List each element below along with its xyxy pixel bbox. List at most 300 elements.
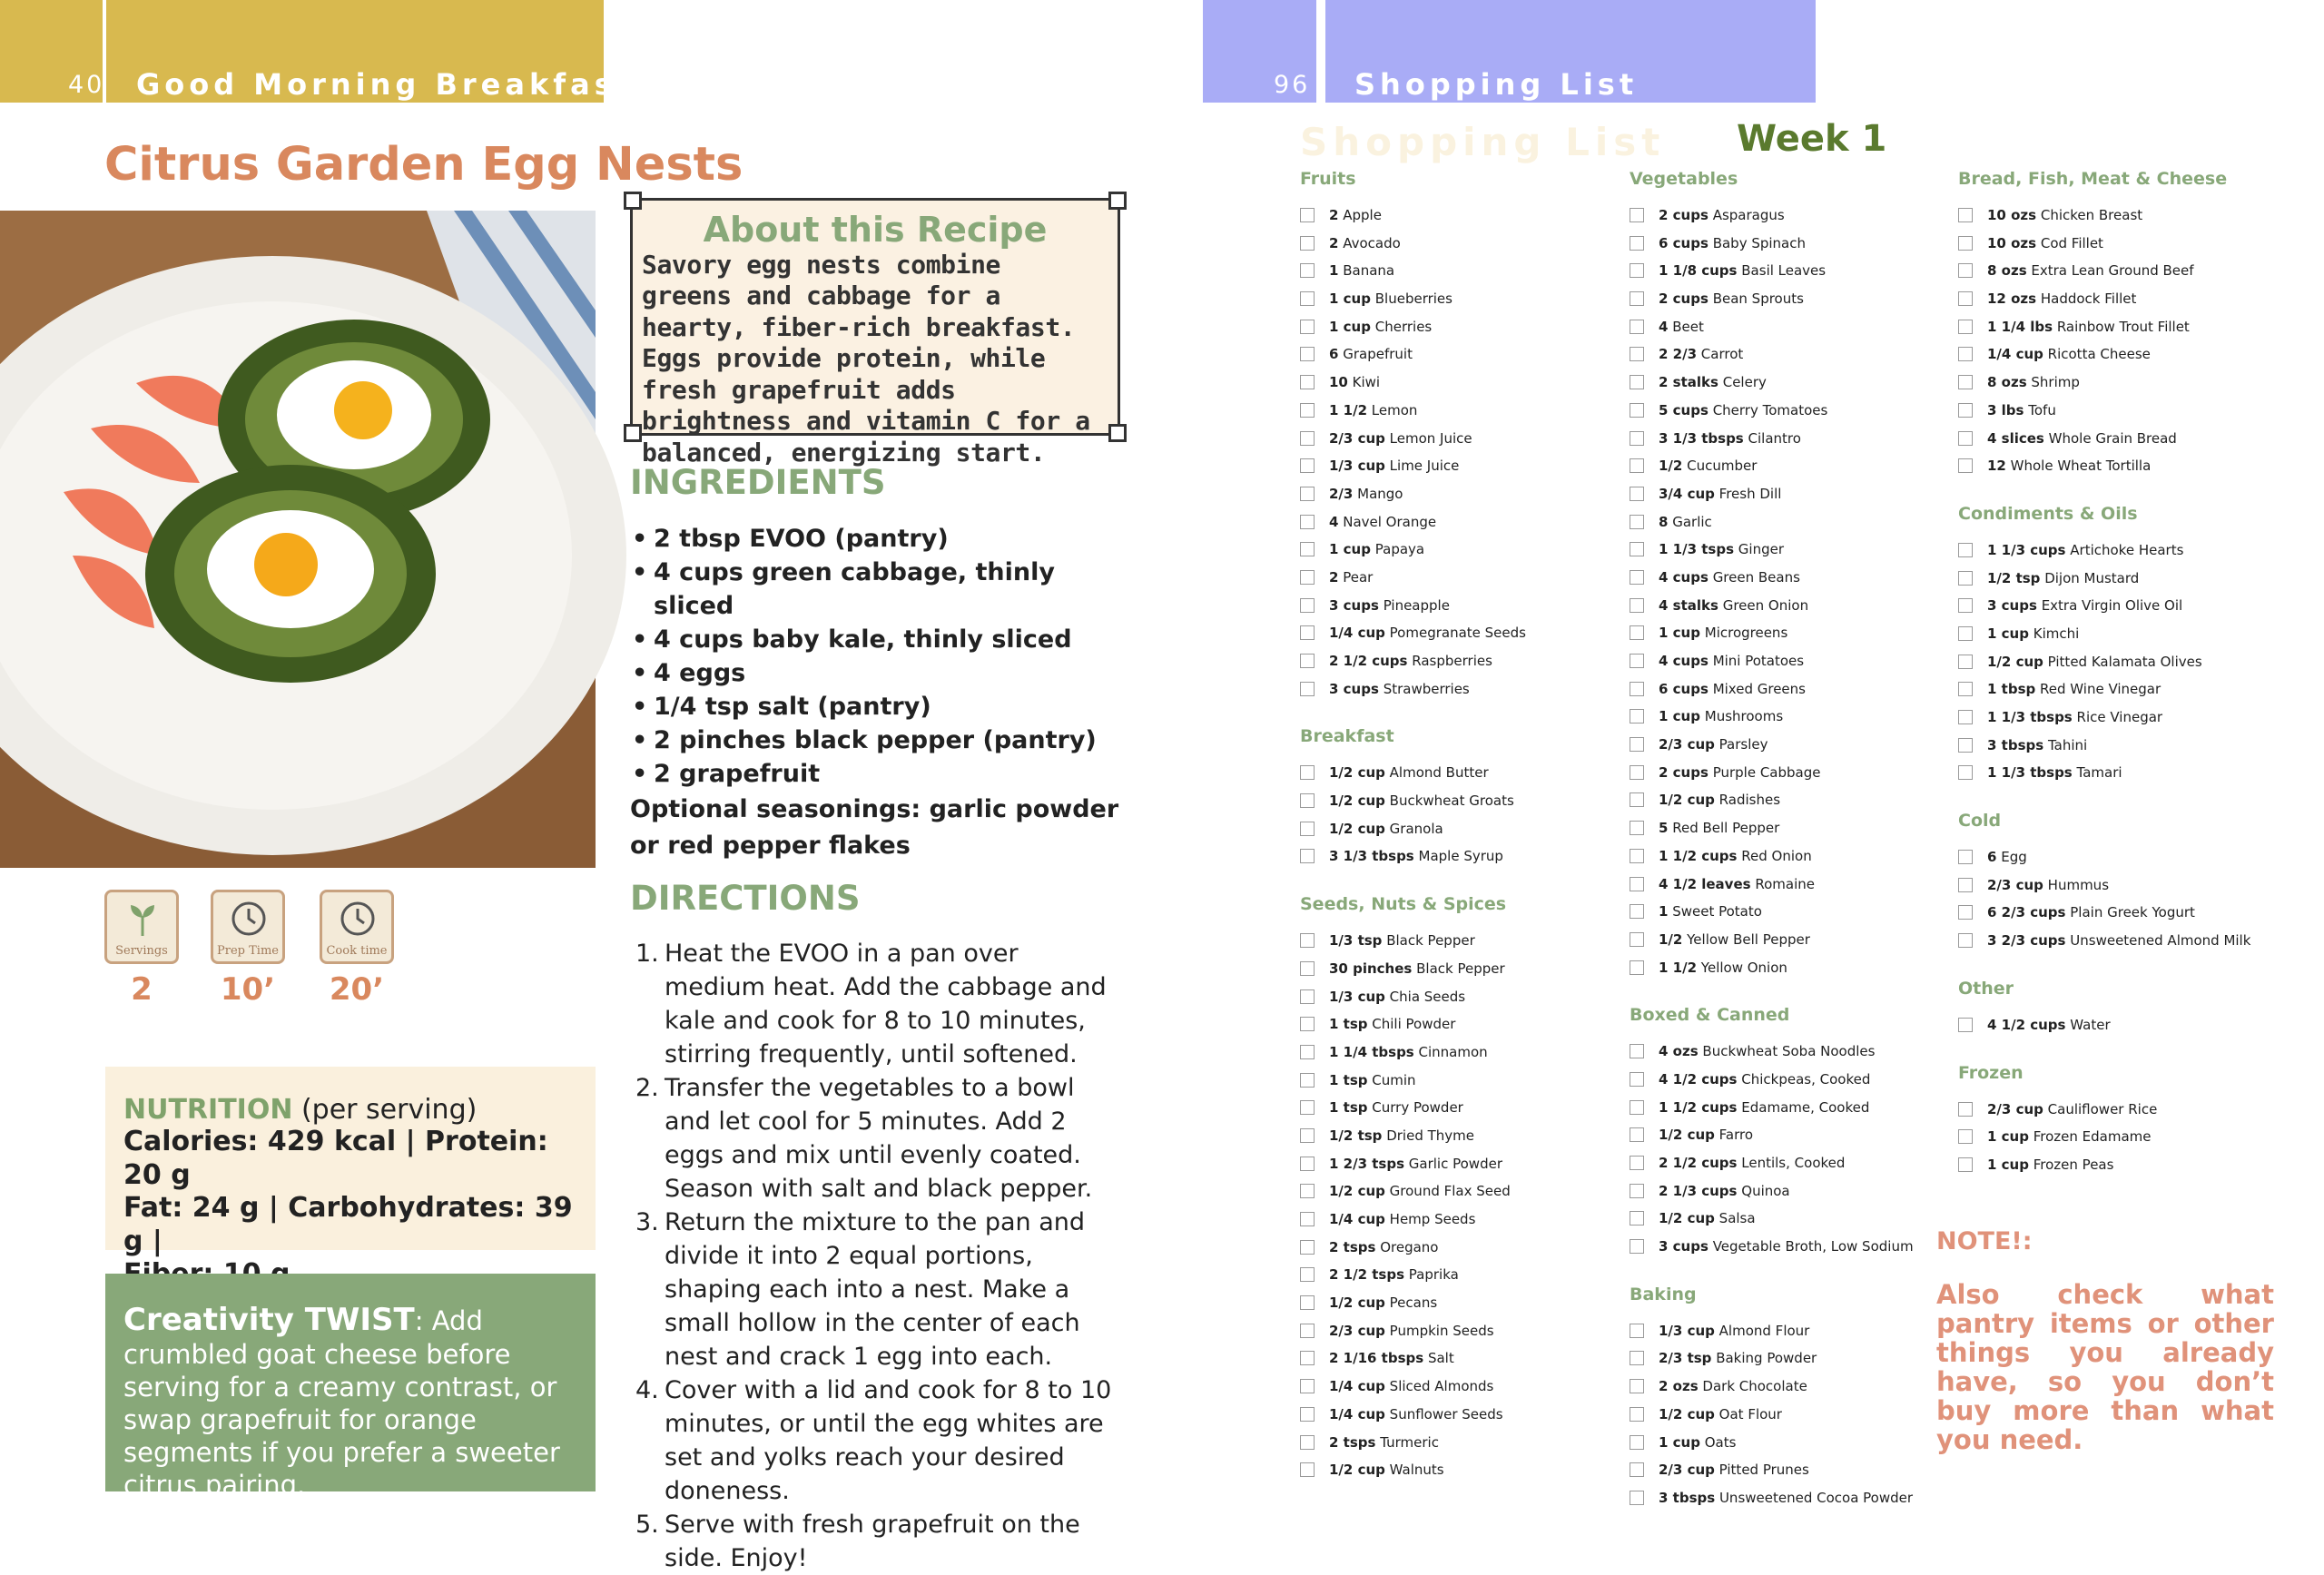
item-checkbox[interactable]	[1300, 1184, 1315, 1198]
item-checkbox[interactable]	[1300, 570, 1315, 585]
item-checkbox[interactable]	[1300, 1212, 1315, 1226]
item-checkbox[interactable]	[1300, 1267, 1315, 1282]
item-quantity: 2/3 cup	[1329, 1322, 1385, 1339]
shopping-item	[1300, 458, 1618, 486]
directions-heading: DIRECTIONS	[630, 879, 861, 918]
item-checkbox[interactable]	[1630, 625, 1644, 640]
item-checkbox[interactable]	[1630, 654, 1644, 668]
item-quantity: 1/2 cup	[1987, 653, 2043, 670]
item-checkbox[interactable]	[1958, 208, 1973, 222]
item-quantity: 1/4 cup	[1329, 1211, 1385, 1227]
item-name: Maple Syrup	[1418, 848, 1503, 865]
item-name: Tofu	[2028, 401, 2056, 418]
shopping-item	[1958, 542, 2276, 570]
shopping-item	[1630, 430, 1947, 458]
item-checkbox[interactable]	[1630, 598, 1644, 613]
item-checkbox[interactable]	[1958, 403, 1973, 418]
item-quantity: 1 2/3 tsps	[1329, 1155, 1404, 1172]
shopping-item	[1300, 235, 1618, 263]
item-quantity: 2	[1329, 568, 1339, 586]
item-checkbox[interactable]	[1630, 347, 1644, 361]
category-heading: Frozen	[1958, 1062, 2024, 1083]
item-checkbox[interactable]	[1630, 1407, 1644, 1422]
item-name: Granola	[1389, 820, 1443, 837]
shopping-item	[1630, 1462, 1947, 1490]
item-checkbox[interactable]	[1630, 236, 1644, 251]
item-name: Blueberries	[1374, 290, 1452, 308]
item-name: Lime Juice	[1389, 458, 1460, 475]
shopping-column-1	[1300, 169, 1618, 1490]
ingredient-item: • 4 cups green cabbage, thinly sliced	[630, 556, 1138, 623]
item-quantity: 3 1/3 tbsps	[1329, 848, 1414, 865]
shopping-item	[1300, 848, 1618, 876]
servings-icon	[123, 900, 162, 938]
note-text: Also check what pantry items or other things you already have, so you don’t buy more than what you need.	[1936, 1279, 2274, 1455]
shopping-item	[1630, 1043, 1947, 1071]
item-checkbox[interactable]	[1630, 765, 1644, 780]
item-name: Salt	[1427, 1350, 1454, 1367]
item-quantity: 8 ozs	[1987, 262, 2027, 280]
shopping-item	[1630, 319, 1947, 347]
item-checkbox[interactable]	[1300, 1045, 1315, 1059]
item-checkbox[interactable]	[1300, 1073, 1315, 1088]
item-name: Avocado	[1343, 234, 1401, 251]
item-name: Red Wine Vinegar	[2040, 681, 2162, 698]
shopping-item	[1300, 1406, 1618, 1434]
item-checkbox[interactable]	[1300, 1128, 1315, 1143]
item-checkbox[interactable]	[1300, 1462, 1315, 1477]
item-name: Yellow Onion	[1700, 959, 1787, 976]
category-heading: Baking	[1630, 1284, 1697, 1304]
shopping-item	[1300, 1294, 1618, 1323]
item-name: Curry Powder	[1372, 1099, 1463, 1117]
shopping-item	[1958, 932, 2276, 960]
item-checkbox[interactable]	[1958, 1157, 1973, 1172]
item-name: Baking Powder	[1716, 1350, 1817, 1367]
item-checkbox[interactable]	[1958, 571, 1973, 586]
direction-step: 4. Cover with a lid and cook for 8 to 10 minutes, or until the egg whites are set and yolks reach your desired doneness.	[635, 1376, 1112, 1505]
item-quantity: 1 1/3 tsps	[1659, 541, 1734, 558]
item-quantity: 1/2 cup	[1329, 1462, 1385, 1479]
item-name: Red Bell Pepper	[1672, 820, 1780, 837]
item-checkbox[interactable]	[1300, 682, 1315, 696]
item-name: Bean Sprouts	[1712, 290, 1804, 308]
item-name: Mini Potatoes	[1712, 653, 1805, 669]
item-checkbox[interactable]	[1300, 1379, 1315, 1393]
item-checkbox[interactable]	[1300, 1351, 1315, 1365]
item-quantity: 4	[1659, 318, 1669, 335]
item-name: Mixed Greens	[1712, 680, 1806, 697]
category-heading: Seeds, Nuts & Spices	[1300, 894, 1507, 915]
shopping-item	[1958, 681, 2276, 709]
shopping-item	[1630, 1238, 1947, 1266]
recipe-title: Citrus Garden Egg Nests	[104, 138, 743, 192]
item-name: Ricotta Cheese	[2047, 346, 2151, 363]
item-quantity: 8 ozs	[1987, 374, 2027, 391]
item-checkbox[interactable]	[1300, 1435, 1315, 1450]
item-checkbox[interactable]	[1300, 765, 1315, 780]
item-name: Cilantro	[1748, 429, 1801, 447]
item-checkbox[interactable]	[1630, 709, 1644, 724]
shopping-item	[1630, 876, 1947, 904]
item-quantity: 1	[1329, 262, 1339, 280]
shopping-item	[1958, 737, 2276, 765]
item-quantity: 2 tsps	[1329, 1433, 1376, 1451]
item-quantity: 1/2 tsp	[1987, 569, 2041, 586]
item-checkbox[interactable]	[1958, 933, 1973, 948]
item-checkbox[interactable]	[1300, 793, 1315, 808]
item-checkbox[interactable]	[1958, 375, 1973, 389]
item-checkbox[interactable]	[1300, 1407, 1315, 1422]
item-checkbox[interactable]	[1630, 1491, 1644, 1505]
item-checkbox[interactable]	[1630, 904, 1644, 919]
item-checkbox[interactable]	[1630, 682, 1644, 696]
item-name: Cod Fillet	[2040, 234, 2103, 251]
item-quantity: 1/3 cup	[1329, 988, 1385, 1005]
item-name: Sliced Almonds	[1389, 1378, 1494, 1395]
item-checkbox[interactable]	[1300, 320, 1315, 334]
item-checkbox[interactable]	[1630, 821, 1644, 835]
item-checkbox[interactable]	[1630, 542, 1644, 556]
nutrition-line-2: Fat: 24 g | Carbohydrates: 39 g |	[123, 1192, 573, 1257]
item-checkbox[interactable]	[1630, 932, 1644, 947]
item-quantity: 10 ozs	[1987, 207, 2037, 223]
item-checkbox[interactable]	[1630, 737, 1644, 752]
shopping-item	[1958, 374, 2276, 402]
item-checkbox[interactable]	[1300, 431, 1315, 446]
egg-nests-illustration	[0, 211, 596, 868]
item-quantity: 5	[1659, 820, 1669, 837]
item-quantity: 12	[1987, 458, 2006, 475]
item-name: Rainbow Trout Fillet	[2056, 318, 2190, 335]
ingredient-item: • 4 cups baby kale, thinly sliced	[630, 623, 1138, 656]
item-quantity: 1 tsp	[1329, 1071, 1368, 1088]
item-checkbox[interactable]	[1630, 570, 1644, 585]
nutrition-heading	[123, 1094, 577, 1126]
item-quantity: 1 1/2	[1659, 959, 1698, 976]
shopping-item	[1630, 569, 1947, 597]
item-checkbox[interactable]	[1630, 1211, 1644, 1226]
shopping-item	[1300, 1462, 1618, 1490]
item-quantity: 4 1/2 leaves	[1659, 875, 1751, 892]
item-name: Buckwheat Soba Noodles	[1702, 1043, 1876, 1060]
item-checkbox[interactable]	[1630, 458, 1644, 473]
item-checkbox[interactable]	[1300, 291, 1315, 306]
about-title: About this Recipe	[703, 210, 1048, 250]
item-name: Pitted Kalamata Olives	[2047, 653, 2202, 670]
item-quantity: 1 cup	[1329, 541, 1371, 558]
ingredient-item: • 1/4 tsp salt (pantry)	[630, 690, 1138, 724]
item-quantity: 2 1/2 tsps	[1329, 1266, 1404, 1284]
shopping-item	[1300, 597, 1618, 625]
item-checkbox[interactable]	[1958, 710, 1973, 724]
item-checkbox[interactable]	[1630, 1324, 1644, 1338]
shopping-item	[1630, 708, 1947, 736]
item-checkbox[interactable]	[1630, 1127, 1644, 1142]
item-name: Rice Vinegar	[2076, 709, 2163, 725]
item-checkbox[interactable]	[1630, 1379, 1644, 1393]
item-checkbox[interactable]	[1630, 431, 1644, 446]
shopping-item	[1300, 319, 1618, 347]
item-checkbox[interactable]	[1630, 1100, 1644, 1115]
item-checkbox[interactable]	[1958, 682, 1973, 696]
servings-caption: Servings	[115, 944, 168, 958]
shopping-item	[1958, 319, 2276, 347]
item-quantity: 1/2 cup	[1659, 1127, 1715, 1144]
shopping-item	[1630, 1155, 1947, 1183]
item-checkbox[interactable]	[1630, 263, 1644, 278]
ingredient-item: • 2 grapefruit	[630, 757, 1138, 791]
shopping-column-3	[1958, 169, 2276, 1185]
shopping-item	[1300, 1434, 1618, 1462]
item-checkbox[interactable]	[1300, 598, 1315, 613]
shopping-item	[1300, 932, 1618, 960]
shopping-item	[1300, 1127, 1618, 1156]
item-quantity: 1 1/2 cups	[1659, 847, 1738, 864]
item-checkbox[interactable]	[1958, 738, 1973, 753]
ingredient-item: • 2 pinches black pepper (pantry)	[630, 724, 1138, 757]
item-quantity: 1/3 cup	[1659, 1322, 1715, 1339]
category-heading: Bread, Fish, Meat & Cheese	[1958, 169, 2228, 189]
item-name: Farro	[1718, 1127, 1754, 1144]
item-quantity: 2 tsps	[1329, 1238, 1376, 1255]
item-checkbox[interactable]	[1630, 1239, 1644, 1254]
item-quantity: 2/3 cup	[1987, 876, 2043, 893]
item-checkbox[interactable]	[1300, 989, 1315, 1004]
item-checkbox[interactable]	[1958, 905, 1973, 920]
shopping-item	[1958, 709, 2276, 737]
shopping-item	[1300, 989, 1618, 1017]
shopping-item	[1300, 541, 1618, 569]
item-checkbox[interactable]	[1958, 598, 1973, 613]
item-checkbox[interactable]	[1300, 1017, 1315, 1031]
item-checkbox[interactable]	[1630, 1044, 1644, 1058]
item-name: Chicken Breast	[2040, 207, 2143, 223]
item-quantity: 2	[1329, 207, 1339, 223]
shopping-item	[1630, 848, 1947, 876]
item-checkbox[interactable]	[1958, 320, 1973, 334]
item-name: Mushrooms	[1704, 708, 1784, 725]
item-checkbox[interactable]	[1300, 1324, 1315, 1338]
item-checkbox[interactable]	[1630, 1072, 1644, 1087]
about-text: Savory egg nests combine greens and cabbage for a hearty, fiber-rich breakfast. Eggs provide protein, while fresh grapefruit adds brightness and vitamin C for a balanced, energizing start.	[642, 250, 1090, 468]
item-checkbox[interactable]	[1300, 1295, 1315, 1310]
item-name: Vegetable Broth, Low Sodium	[1712, 1238, 1914, 1255]
item-quantity: 2 stalks	[1659, 374, 1718, 391]
item-checkbox[interactable]	[1300, 654, 1315, 668]
shopping-item	[1958, 904, 2276, 932]
shopping-item	[1300, 1378, 1618, 1406]
shopping-item	[1630, 764, 1947, 792]
item-checkbox[interactable]	[1630, 877, 1644, 891]
item-name: Oat Flour	[1718, 1405, 1782, 1422]
item-name: Romaine	[1755, 875, 1815, 892]
item-quantity: 6	[1329, 346, 1339, 363]
item-checkbox[interactable]	[1300, 822, 1315, 836]
item-name: Unsweetened Almond Milk	[2070, 932, 2251, 950]
frame-corner	[1108, 424, 1127, 442]
item-checkbox[interactable]	[1630, 1156, 1644, 1170]
item-checkbox[interactable]	[1630, 960, 1644, 975]
item-checkbox[interactable]	[1630, 792, 1644, 807]
item-name: Tamari	[2076, 764, 2122, 782]
item-checkbox[interactable]	[1300, 933, 1315, 948]
shopping-item	[1630, 486, 1947, 514]
item-checkbox[interactable]	[1630, 375, 1644, 389]
item-quantity: 2 cups	[1659, 207, 1709, 223]
recipe-photo	[0, 211, 596, 868]
item-checkbox[interactable]	[1630, 1184, 1644, 1198]
item-name: Carrot	[1700, 346, 1744, 363]
item-checkbox[interactable]	[1630, 1435, 1644, 1450]
item-quantity: 4	[1329, 513, 1339, 530]
shopping-item	[1630, 541, 1947, 569]
item-checkbox[interactable]	[1630, 515, 1644, 529]
item-checkbox[interactable]	[1958, 878, 1973, 892]
shopping-item	[1300, 1156, 1618, 1184]
item-quantity: 1 tbsp	[1987, 681, 2036, 698]
item-checkbox[interactable]	[1958, 236, 1973, 251]
item-quantity: 1/2 cup	[1329, 1294, 1385, 1312]
item-name: Microgreens	[1704, 625, 1788, 642]
shopping-item	[1300, 1183, 1618, 1211]
shopping-item	[1958, 1157, 2276, 1185]
shopping-item	[1300, 792, 1618, 821]
ingredients-list	[630, 522, 1138, 791]
item-quantity: 2/3 cup	[1659, 1462, 1715, 1479]
item-checkbox[interactable]	[1958, 347, 1973, 361]
item-name: Garlic Powder	[1408, 1155, 1502, 1172]
item-checkbox[interactable]	[1300, 849, 1315, 863]
item-checkbox[interactable]	[1958, 626, 1973, 641]
item-checkbox[interactable]	[1300, 1100, 1315, 1115]
item-checkbox[interactable]	[1958, 431, 1973, 446]
item-name: Lemon	[1371, 401, 1418, 418]
item-quantity: 2/3 cup	[1329, 429, 1385, 447]
item-checkbox[interactable]	[1300, 961, 1315, 976]
servings-value: 2	[131, 971, 153, 1008]
twist-text: : Add crumbled goat cheese before serving for a creamy contrast, or swap grapefruit for orange segments if you prefer a sweeter citrus pairing.	[123, 1305, 560, 1501]
item-checkbox[interactable]	[1300, 1240, 1315, 1255]
item-name: Shrimp	[2031, 374, 2080, 391]
item-checkbox[interactable]	[1300, 515, 1315, 529]
item-checkbox[interactable]	[1958, 543, 1973, 557]
item-name: Pumpkin Seeds	[1389, 1322, 1494, 1339]
item-quantity: 3 1/3 tbsps	[1659, 429, 1744, 447]
item-checkbox[interactable]	[1958, 291, 1973, 306]
shopping-item	[1630, 1210, 1947, 1238]
item-checkbox[interactable]	[1958, 765, 1973, 780]
item-checkbox[interactable]	[1630, 403, 1644, 418]
shopping-item	[1958, 570, 2276, 598]
item-name: Strawberries	[1383, 680, 1470, 697]
shopping-item	[1630, 402, 1947, 430]
item-checkbox[interactable]	[1300, 403, 1315, 418]
item-quantity: 1/2 cup	[1329, 792, 1385, 810]
item-checkbox[interactable]	[1300, 458, 1315, 473]
item-checkbox[interactable]	[1300, 1157, 1315, 1171]
item-checkbox[interactable]	[1300, 487, 1315, 501]
item-name: Pear	[1343, 568, 1374, 586]
item-name: Raspberries	[1412, 653, 1492, 669]
item-name: Pineapple	[1383, 596, 1450, 614]
item-checkbox[interactable]	[1630, 291, 1644, 306]
item-quantity: 1 1/3 tbsps	[1987, 764, 2073, 782]
shopping-item	[1958, 430, 2276, 458]
item-quantity: 1 1/2	[1329, 401, 1368, 418]
item-checkbox[interactable]	[1300, 236, 1315, 251]
nutrition-box	[105, 1067, 596, 1257]
item-name: Parsley	[1718, 736, 1768, 753]
shopping-item	[1300, 1266, 1618, 1294]
item-checkbox[interactable]	[1300, 625, 1315, 640]
item-checkbox[interactable]	[1630, 1462, 1644, 1477]
item-checkbox[interactable]	[1630, 1351, 1644, 1365]
item-name: Black Pepper	[1386, 932, 1475, 950]
item-checkbox[interactable]	[1630, 849, 1644, 863]
item-checkbox[interactable]	[1958, 1102, 1973, 1117]
item-name: Cauliflower Rice	[2047, 1100, 2158, 1117]
item-checkbox[interactable]	[1958, 850, 1973, 864]
item-name: Banana	[1343, 262, 1395, 280]
shopping-item	[1958, 207, 2276, 235]
item-quantity: 2/3 cup	[1987, 1100, 2043, 1117]
shopping-item	[1958, 849, 2276, 877]
direction-step: 3. Return the mixture to the pan and divide it into 2 equal portions, shaping each into a nest. Make a small hollow in the center of each nest and crack 1 egg into each.	[635, 1208, 1086, 1371]
item-checkbox[interactable]	[1300, 375, 1315, 389]
shopping-item	[1630, 514, 1947, 542]
item-quantity: 4 1/2 cups	[1987, 1016, 2066, 1033]
item-checkbox[interactable]	[1300, 208, 1315, 222]
category-heading: Breakfast	[1300, 726, 1394, 747]
category-spacer	[1300, 708, 1618, 726]
shopping-item	[1300, 1044, 1618, 1072]
item-checkbox[interactable]	[1958, 458, 1973, 473]
item-checkbox[interactable]	[1958, 655, 1973, 669]
item-name: Almond Flour	[1718, 1322, 1810, 1339]
item-name: Buckwheat Groats	[1389, 792, 1514, 810]
item-checkbox[interactable]	[1300, 347, 1315, 361]
shopping-item	[1300, 262, 1618, 290]
item-quantity: 1/4 cup	[1329, 1405, 1385, 1422]
shopping-item	[1630, 458, 1947, 486]
shopping-item	[1300, 625, 1618, 653]
item-checkbox[interactable]	[1630, 208, 1644, 222]
item-quantity: 1/4 cup	[1329, 625, 1385, 642]
item-quantity: 3 lbs	[1987, 401, 2024, 418]
item-checkbox[interactable]	[1300, 263, 1315, 278]
item-checkbox[interactable]	[1958, 1018, 1973, 1032]
item-checkbox[interactable]	[1300, 542, 1315, 556]
nutrition-line-1: Calories: 429 kcal | Protein: 20 g	[123, 1126, 548, 1191]
ghost-title: Shopping List	[1300, 120, 1666, 164]
item-quantity: 3 2/3 cups	[1987, 932, 2066, 950]
shopping-item	[1300, 653, 1618, 681]
item-checkbox[interactable]	[1958, 263, 1973, 278]
item-checkbox[interactable]	[1630, 487, 1644, 501]
item-name: Whole Wheat Tortilla	[2010, 458, 2152, 475]
item-checkbox[interactable]	[1958, 1129, 1973, 1144]
category-heading: Cold	[1958, 811, 2002, 832]
category-spacer	[1958, 792, 2276, 811]
item-checkbox[interactable]	[1630, 320, 1644, 334]
category-heading: Vegetables	[1630, 169, 1738, 189]
right-chapter-title: Shopping List	[1354, 67, 1639, 102]
ingredient-item: • 2 tbsp EVOO (pantry)	[630, 522, 1138, 556]
item-name: Celery	[1722, 374, 1767, 391]
item-quantity: 1/2 cup	[1329, 764, 1385, 782]
recipe-meta	[104, 890, 404, 1012]
